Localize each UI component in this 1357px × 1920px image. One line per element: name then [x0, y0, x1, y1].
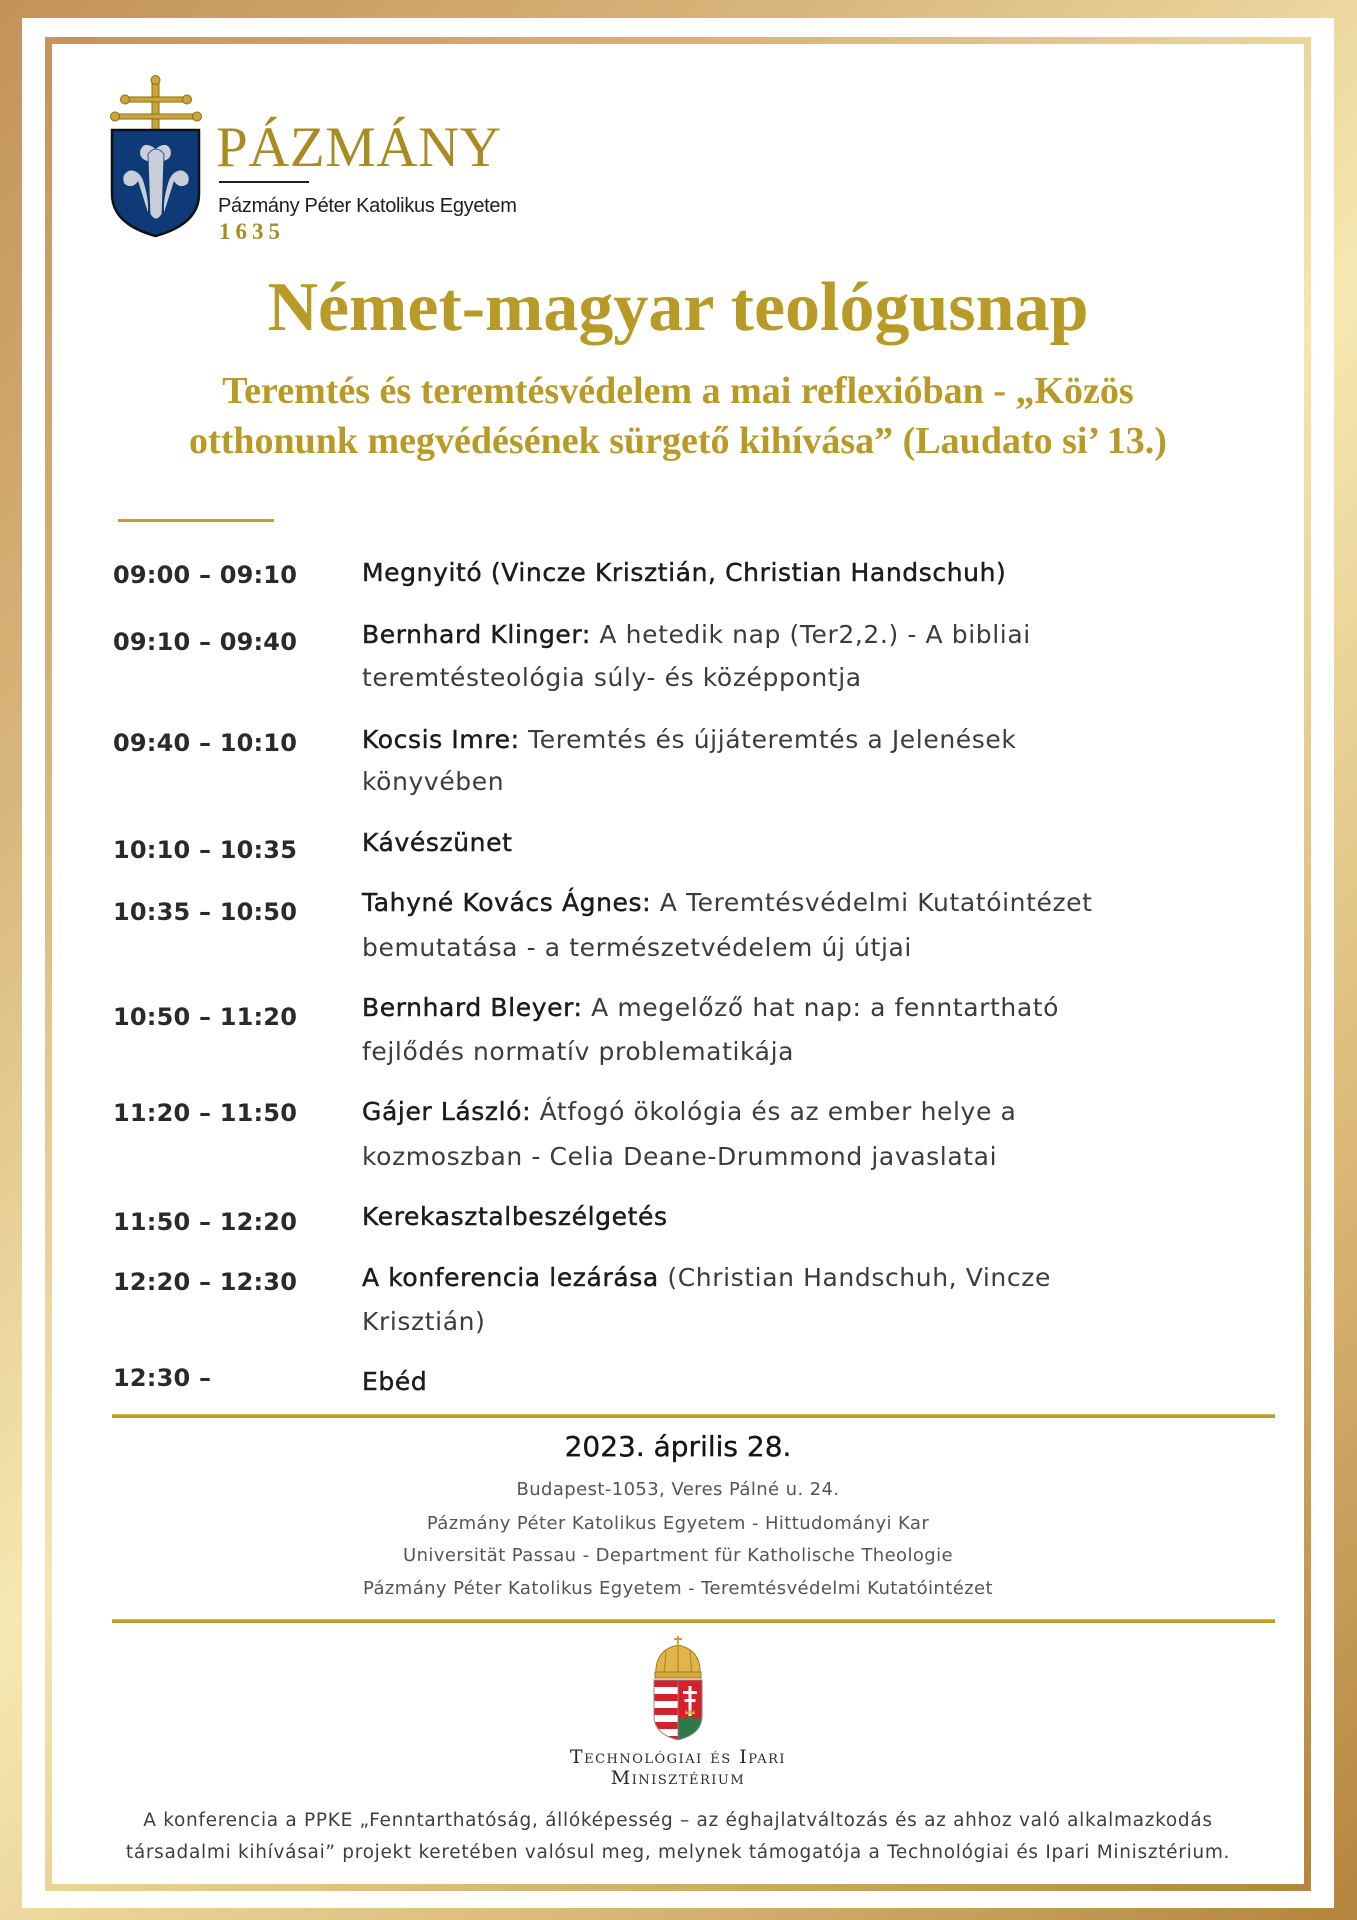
schedule-description — [362, 556, 1006, 590]
logo-divider — [219, 181, 309, 183]
session-speaker: Kávészünet — [362, 828, 513, 857]
session-speaker: Megnyitó (Vincze Krisztián, Christian Handschuh) — [362, 558, 1007, 587]
schedule-time: 09:40 – 10:10 — [113, 729, 298, 757]
organizer: Pázmány Péter Katolikus Egyetem - Teremtésvédelmi Kutatóintézet — [363, 1578, 993, 1599]
session-speaker: Bernhard Bleyer: — [362, 993, 583, 1022]
schedule-time: 11:20 – 11:50 — [113, 1099, 298, 1127]
session-title: Teremtés és újjáteremtés a Jelenések — [519, 725, 1017, 754]
schedule-description-line-2: Krisztián) — [362, 1307, 486, 1336]
schedule-time: 10:50 – 11:20 — [113, 1003, 298, 1031]
event-address: Budapest-1053, Veres Pálné u. 24. — [516, 1479, 840, 1500]
funding-note-line-2: társadalmi kihívásai” projekt keretében valósul meg, melynek támogatója a Technológiai és Ipari Minisztérium. — [125, 1842, 1231, 1863]
founding-year: 1635 — [219, 219, 285, 244]
schedule-description — [362, 1261, 1051, 1295]
logo-wordmark: PÁZMÁNY — [216, 116, 502, 179]
schedule-time: 12:20 – 12:30 — [113, 1268, 298, 1296]
schedule-description — [362, 991, 1059, 1025]
schedule-time: 11:50 – 12:20 — [113, 1208, 298, 1236]
hungarian-coat-of-arms-icon — [650, 1636, 706, 1740]
organizer: Pázmány Péter Katolikus Egyetem - Hittudományi Kar — [426, 1513, 930, 1534]
ministry-name-line-1: Technológiai és Ipari — [569, 1746, 787, 1768]
schedule-description-line-2: kozmoszban - Celia Deane-Drummond javaslatai — [362, 1142, 998, 1171]
event-subtitle-line-2: otthonunk megvédésének sürgető kihívása” (Laudato si’ 13.) — [189, 420, 1167, 462]
university-name: Pázmány Péter Katolikus Egyetem — [218, 195, 517, 217]
schedule-description-line-2: fejlődés normatív problematikája — [362, 1037, 795, 1066]
schedule-time: 10:10 – 10:35 — [113, 836, 298, 864]
schedule-time: 09:00 – 09:10 — [113, 561, 298, 589]
title-divider — [118, 519, 274, 522]
session-speaker: Ebéd — [362, 1367, 428, 1396]
schedule-time: 10:35 – 10:50 — [113, 898, 298, 926]
schedule-time: 09:10 – 09:40 — [113, 628, 298, 656]
organizer: Universität Passau - Department für Katholische Theologie — [403, 1545, 953, 1566]
schedule-description-line-2: bemutatása - a természetvédelem új útjai — [362, 933, 912, 962]
pazmany-crest-icon — [108, 74, 204, 240]
ministry-name-line-2: Minisztérium — [610, 1767, 746, 1789]
schedule-description-line-2: könyvében — [362, 767, 505, 796]
session-speaker: Kerekasztalbeszélgetés — [362, 1202, 668, 1231]
event-subtitle-line-1: Teremtés és teremtésvédelem a mai reflexióban - „Közös — [222, 370, 1134, 412]
schedule-description — [362, 1095, 1016, 1129]
schedule-time: 12:30 – — [113, 1364, 212, 1392]
section-divider-top — [112, 1414, 1275, 1418]
event-date: 2023. április 28. — [564, 1430, 792, 1463]
schedule-description — [362, 1365, 427, 1399]
session-title: A Teremtésvédelmi Kutatóintézet — [651, 888, 1093, 917]
schedule-description — [362, 886, 1093, 920]
schedule-description-line-2: teremtésteológia súly- és középpontja — [362, 663, 862, 692]
section-divider-bottom — [112, 1619, 1275, 1623]
session-speaker: Tahyné Kovács Ágnes: — [362, 888, 652, 917]
session-speaker: Bernhard Klinger: — [362, 620, 591, 649]
session-title: (Christian Handschuh, Vincze — [658, 1263, 1051, 1292]
session-speaker: Kocsis Imre: — [362, 725, 520, 754]
schedule-description — [362, 618, 1031, 652]
schedule-description — [362, 1200, 668, 1234]
session-title: A megelőző hat nap: a fenntartható — [582, 993, 1060, 1022]
funding-note-line-1: A konferencia a PPKE „Fenntarthatóság, állóképesség – az éghajlatváltozás és az ahhoz való alkalmazkodás — [143, 1810, 1213, 1831]
event-title: Német-magyar teológusnap — [267, 269, 1089, 346]
schedule-description — [362, 723, 1016, 757]
session-speaker: Gájer László: — [362, 1097, 532, 1126]
session-speaker: A konferencia lezárása — [362, 1263, 659, 1292]
schedule-description — [362, 826, 512, 860]
session-title: Átfogó ökológia és az ember helye a — [531, 1097, 1017, 1126]
session-title: A hetedik nap (Ter2,2.) - A bibliai — [590, 620, 1031, 649]
